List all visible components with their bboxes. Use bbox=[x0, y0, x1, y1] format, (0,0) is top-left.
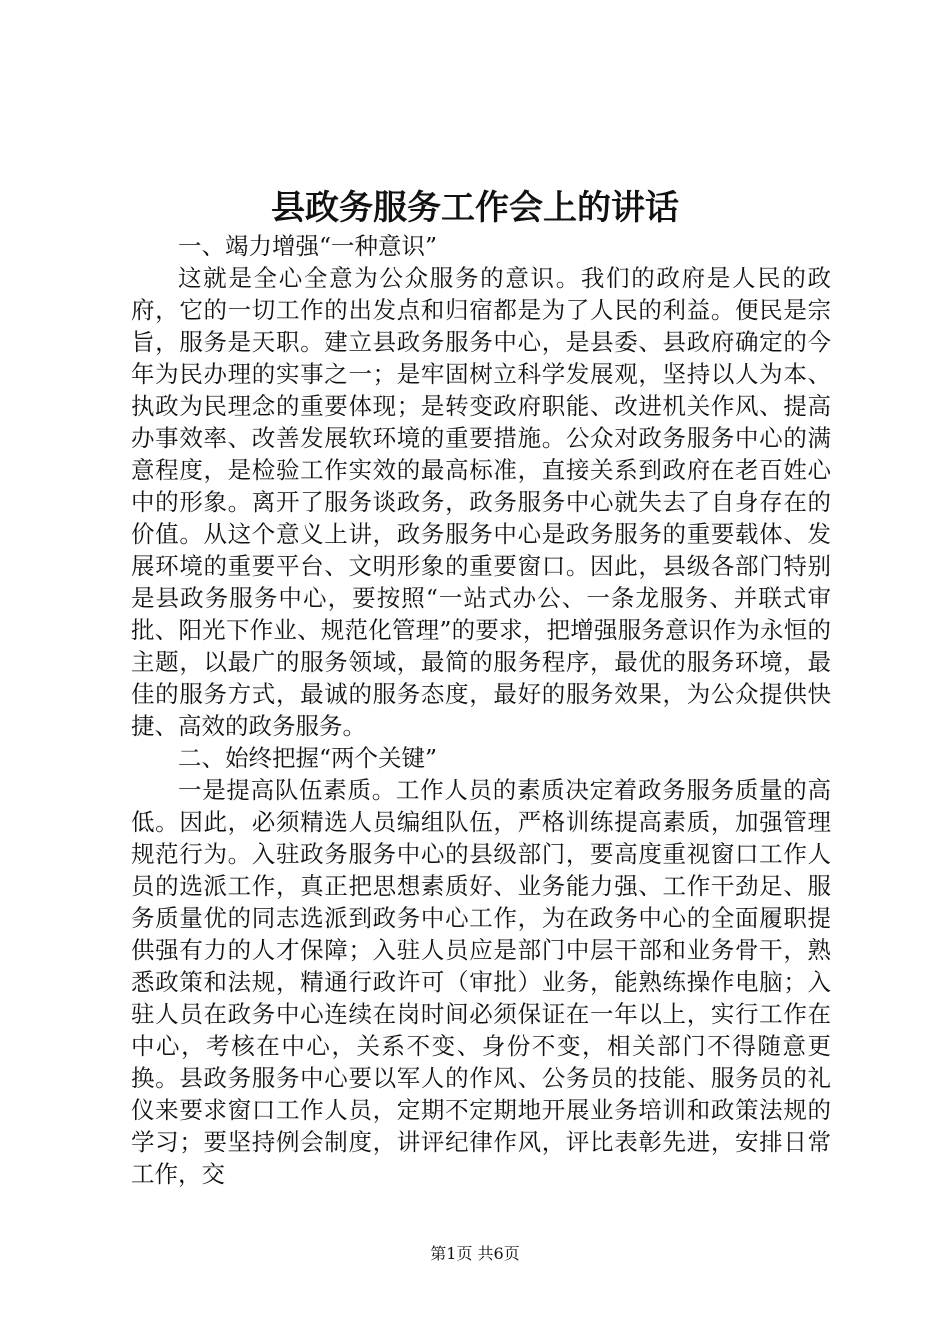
document-title: 县政务服务工作会上的讲话 bbox=[271, 188, 679, 228]
document-body bbox=[131, 230, 831, 1190]
section-heading-2: 二、始终把握“两个关键” bbox=[178, 744, 438, 772]
section-heading-1: 一、竭力增强“一种意识” bbox=[178, 232, 438, 260]
page-number-footer: 第1页 共6页 bbox=[430, 1244, 520, 1263]
paragraph-1: 这就是全心全意为公众服务的意识。我们的政府是人民的政府，它的一切工作的出发点和归宿都是为了人民的利益。便民是宗旨，服务是天职。建立县政务服务中心，是县委、县政府确定的今年为民办理的实事之一；是牢固树立科学发展观，坚持以人为本、执政为民理念的重要体现；是转变政府职能、改进机关作风、提高办事效率、改善发展软环境的重要措施。公众对政务服务中心的满意程度，是检验工作实效的最高标准，直接关系到政府在老百姓心中的形象。离开了服务谈政务，政务服务中心就失去了自身存在的价值。从这个意义上讲，政务服务中心是政务服务的重要载体、发展环境的重要平台、文明形象的重要窗口。因此，县级各部门特别是县政务服务中心，要按照“一站式办公、一条龙服务、并联式审批、阳光下作业、规范化管理”的要求，把增强服务意识作为永恒的主题，以最广的服务领域，最简的服务程序，最优的服务环境，最佳的服务方式，最诚的服务态度，最好的服务效果，为公众提供快捷、高效的政务服务。 bbox=[131, 264, 831, 740]
paragraph-2: 一是提高队伍素质。工作人员的素质决定着政务服务质量的高低。因此，必须精选人员编组队伍，严格训练提高素质，加强管理规范行为。入驻政务服务中心的县级部门，要高度重视窗口工作人员的选派工作，真正把思想素质好、业务能力强、工作干劲足、服务质量优的同志选派到政务中心工作，为在政务中心的全面履职提供强有力的人才保障；入驻人员应是部门中层干部和业务骨干，熟悉政策和法规，精通行政许可（审批）业务，能熟练操作电脑；入驻人员在政务中心连续在岗时间必须保证在一年以上，实行工作在中心，考核在中心，关系不变、身份不变，相关部门不得随意更换。县政务服务中心要以军人的作风、公务员的技能、服务员的礼仪来要求窗口工作人员，定期不定期地开展业务培训和政策法规的学习；要坚持例会制度，讲评纪律作风，评比表彰先进，安排日常工作，交 bbox=[131, 776, 831, 1188]
